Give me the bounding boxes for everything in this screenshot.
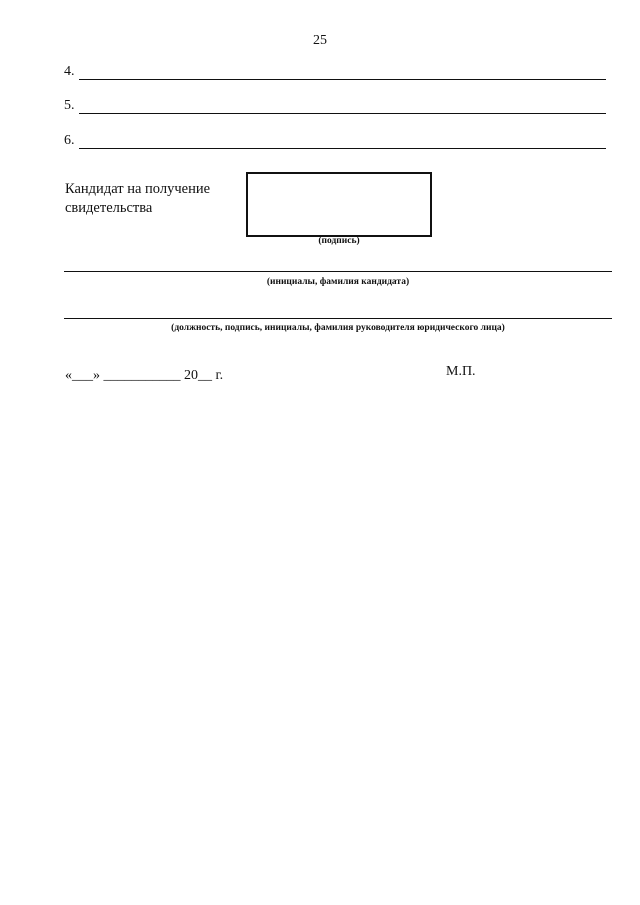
candidate-name-underline [64,271,612,272]
signature-box[interactable] [246,172,432,237]
blank-underline [79,148,606,149]
numbered-line-5 [64,98,606,118]
page-number: 25 [313,33,327,48]
candidate-label-line1: Кандидат на получение [65,181,211,197]
numbered-line-label: 6. [64,133,75,148]
numbered-line-label: 5. [64,98,75,113]
blank-underline [79,79,606,80]
stamp-place-label: М.П. [446,364,476,379]
numbered-line-6 [64,133,606,153]
head-signature-caption: (должность, подпись, инициалы, фамилия руководителя юридического лица) [171,323,505,333]
signature-caption: (подпись) [318,236,360,246]
date-field: «___» ___________ 20__ г. [65,368,224,383]
candidate-label-line2: свидетельства [65,200,153,216]
blank-underline [79,113,606,114]
numbered-line-4 [64,64,606,84]
candidate-label [65,180,235,218]
numbered-line-label: 4. [64,64,75,79]
head-signature-underline [64,318,612,319]
candidate-name-caption: (инициалы, фамилия кандидата) [266,277,410,287]
